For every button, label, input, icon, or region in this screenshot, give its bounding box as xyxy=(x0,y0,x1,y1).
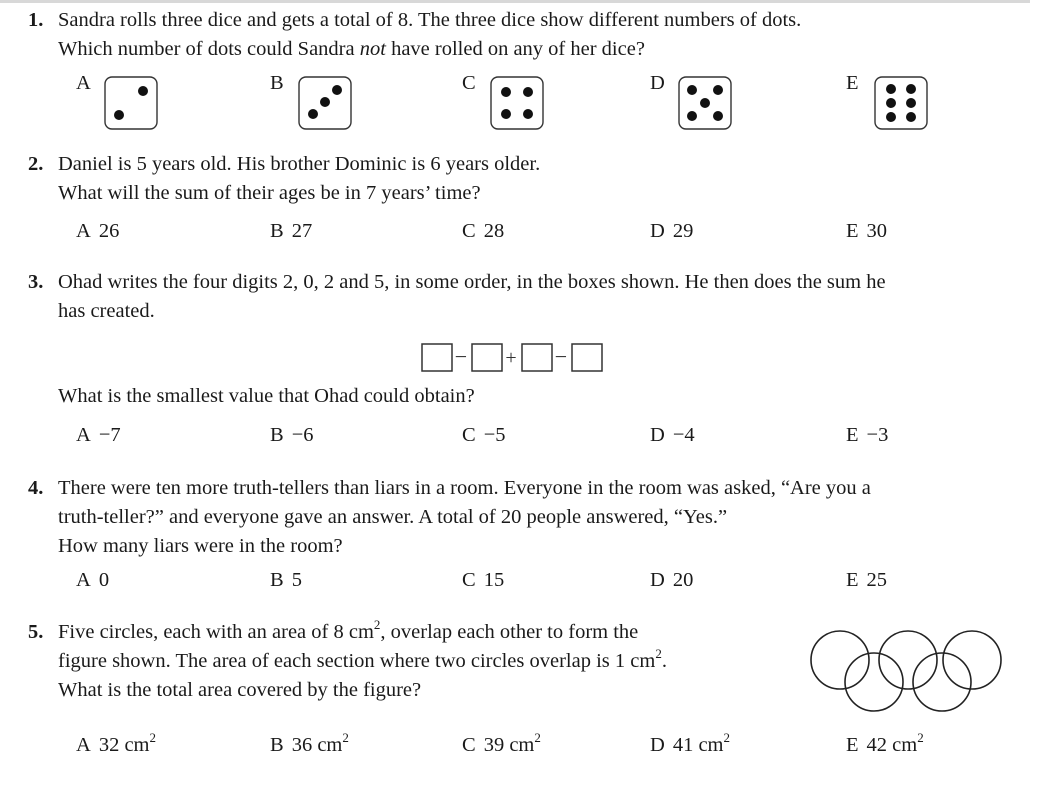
page-top-rule xyxy=(0,0,1030,3)
five-overlapping-circles-figure xyxy=(808,624,1008,720)
option-d[interactable]: D −4 xyxy=(650,424,695,446)
question-5-options xyxy=(76,730,1026,764)
option-a[interactable]: A 0 xyxy=(76,569,110,591)
digit-boxes-equation xyxy=(420,342,640,374)
question-number: 2. xyxy=(28,153,44,175)
question-text: Five circles, each with an area of 8 $cm^2$, overlap each other to form the figure shown. The area of each section where two circles overlap is 1 $cm^2$. What is the total area covered by the figure? xyxy=(58,617,667,701)
die-five-icon xyxy=(678,76,732,130)
option-d[interactable]: D 20 xyxy=(650,569,694,591)
option-a[interactable]: A −7 xyxy=(76,424,121,446)
die-four-icon xyxy=(490,76,544,130)
option-b[interactable]: B 5 xyxy=(270,569,302,591)
option-e[interactable]: E −3 xyxy=(846,424,889,446)
question-number: 3. xyxy=(28,271,44,293)
question-number: 4. xyxy=(28,477,44,499)
question-3-options xyxy=(76,424,1026,454)
question-number: 5. xyxy=(28,621,44,643)
circle xyxy=(943,631,1001,689)
option-b[interactable]: B −6 xyxy=(270,424,314,446)
digit-box[interactable] xyxy=(472,344,502,371)
option-d[interactable]: D 29 xyxy=(650,220,694,242)
option-a[interactable]: A 26 xyxy=(76,220,120,242)
die-two-icon xyxy=(104,76,158,130)
digit-box[interactable] xyxy=(522,344,552,371)
option-e[interactable]: E 25 xyxy=(846,569,888,591)
question-3-prompt: What is the smallest value that Ohad could obtain? xyxy=(58,385,475,407)
circle xyxy=(913,653,971,711)
question-1-options: A B C D E xyxy=(76,72,1026,102)
circle xyxy=(811,631,869,689)
option-c[interactable]: C 39 $cm^2$ xyxy=(462,730,541,756)
option-e[interactable]: E 42 $cm^2$ xyxy=(846,730,924,756)
option-e[interactable]: E 30 xyxy=(846,220,888,242)
option-b[interactable]: B 27 xyxy=(270,220,313,242)
digit-box[interactable] xyxy=(422,344,452,371)
die-three-icon xyxy=(298,76,352,130)
question-2-options xyxy=(76,220,1026,250)
question-2 xyxy=(28,150,1018,208)
question-4 xyxy=(28,474,1018,561)
question-3 xyxy=(28,268,1018,326)
die-six-icon xyxy=(874,76,928,130)
question-text: Daniel is 5 years old. His brother Dominic is 6 years older. What will the sum of their ages be in 7 years’ time? xyxy=(58,153,541,204)
question-4-options xyxy=(76,569,1026,599)
question-text: Ohad writes the four digits 2, 0, 2 and 5, in some order, in the boxes shown. He then does the sum he has created. xyxy=(58,271,886,322)
question-number: 1. xyxy=(28,9,44,31)
circle xyxy=(879,631,937,689)
minus-sign: − xyxy=(554,344,568,369)
option-b[interactable]: B 36 $cm^2$ xyxy=(270,730,349,756)
question-1 xyxy=(28,6,1018,64)
question-text: Sandra rolls three dice and gets a total of 8. The three dice show different numbers of dots. Which number of dots could Sandra not have rolled on any of her dice? xyxy=(58,9,802,60)
question-5 xyxy=(28,618,798,705)
option-c[interactable]: C 28 xyxy=(462,220,505,242)
digit-box[interactable] xyxy=(572,344,602,371)
plus-sign: + xyxy=(505,347,517,369)
option-c[interactable]: C 15 xyxy=(462,569,505,591)
question-text: There were ten more truth-tellers than liars in a room. Everyone in the room was asked, “Are you a truth-teller?” and everyone gave an answer. A total of 20 people answered, “Yes.” How many liars were in the room? xyxy=(58,477,871,557)
minus-sign: − xyxy=(454,344,468,369)
option-c[interactable]: C −5 xyxy=(462,424,506,446)
option-d[interactable]: D 41 $cm^2$ xyxy=(650,730,730,756)
option-a[interactable]: A 32 $cm^2$ xyxy=(76,730,156,756)
circle xyxy=(845,653,903,711)
